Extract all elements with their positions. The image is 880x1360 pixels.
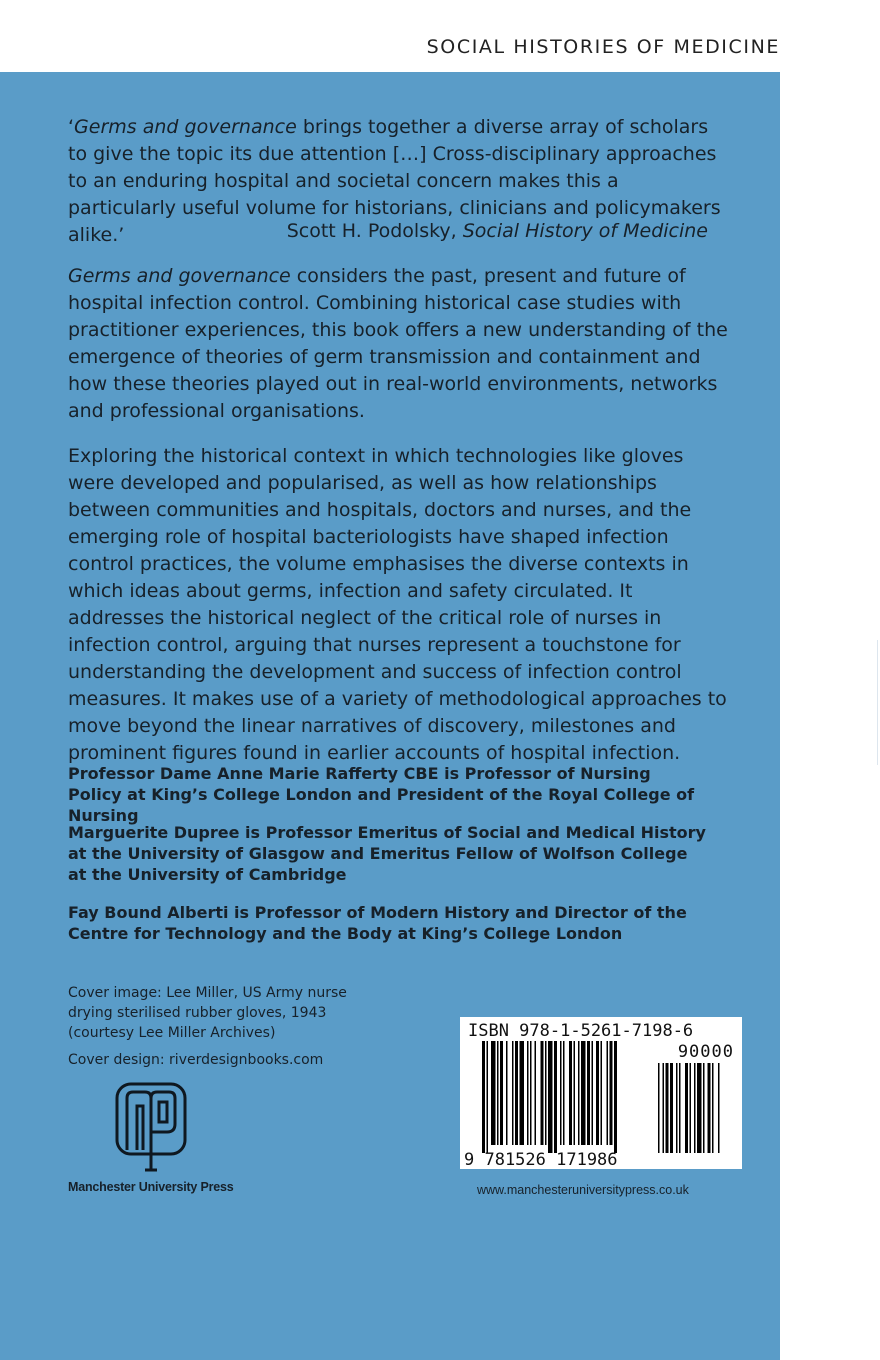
isbn-label: ISBN 978-1-5261-7198-6	[468, 1021, 694, 1041]
barcode-bar	[541, 1041, 544, 1145]
barcode-bar	[569, 1041, 572, 1145]
cover-image-credit-line-1: Cover image: Lee Miller, US Army nurse	[68, 985, 347, 1001]
barcode-bar	[500, 1041, 503, 1145]
cover-design-credit: Cover design: riverdesignbooks.com	[68, 1052, 324, 1068]
barcode-bar	[581, 1041, 586, 1145]
cover-credits	[68, 983, 368, 1070]
description-para2-text: Exploring the historical context in which technologies like gloves were developed and popularised, as well as how relationships between communities and hospitals, doctors and nurses, and the emerging role of hospital bacteriologists have shaped infection control practices, the volume emphasises the diverse contexts in which ideas about germs, infection and safety circulated. It addresses the historical neglect of the critical role of nurses in infection control, arguing that nurses represent a touchstone for understanding the development and success of infection control measures. It makes use of a variety of methodological approaches to move beyond the linear narratives of discovery, milestones and prominent figures found in earlier accounts of hospital infection.	[68, 445, 727, 764]
barcode-addon-bar	[712, 1063, 714, 1153]
barcode-addon-bar	[670, 1063, 673, 1153]
barcode-bar	[574, 1041, 576, 1145]
header-strip	[0, 0, 880, 72]
barcode-bar	[491, 1041, 496, 1145]
description-book-title: Germs and governance	[68, 265, 291, 287]
barcode-bars	[460, 1017, 742, 1169]
barcode-addon-bar	[690, 1063, 692, 1153]
publisher-name: Manchester University Press	[68, 1180, 234, 1194]
barcode-bar	[497, 1041, 499, 1145]
barcode-bar	[512, 1041, 514, 1145]
description-paragraph-1	[68, 263, 728, 425]
barcode-bar	[563, 1041, 565, 1145]
spine-edge-line	[877, 640, 878, 765]
barcode-bar	[545, 1041, 547, 1145]
barcode-addon-bar	[685, 1063, 688, 1153]
publisher-url: www.manchesteruniversitypress.co.uk	[477, 1183, 689, 1197]
author-bio-dupree: Marguerite Dupree is Professor Emeritus of Social and Medical History at the University of Glasgow and Emeritus Fellow of Wolfson College at the University of Cambridge	[68, 823, 706, 884]
barcode-addon-bar	[718, 1063, 720, 1153]
description-para1-text: considers the past, present and future of hospital infection control. Combining historical case studies with practitioner experiences, this book offers a new understanding of the emergence of theories of germ transmission and containment and how these theories played out in real-world environments, networks and professional organisations.	[68, 265, 728, 422]
barcode-bar	[596, 1041, 599, 1145]
barcode-bar	[535, 1041, 537, 1145]
barcode-bar	[601, 1041, 603, 1145]
barcode-price-code: 90000	[677, 1042, 734, 1062]
barcode-digits: 9 781526 171986	[464, 1150, 618, 1170]
barcode-bar	[578, 1041, 580, 1145]
isbn-barcode	[460, 1017, 742, 1169]
barcode-bar	[592, 1041, 594, 1145]
barcode-addon-bar	[676, 1063, 678, 1153]
barcode-bar	[527, 1041, 529, 1145]
barcode-addon-bar	[663, 1063, 665, 1153]
description-paragraph-2	[68, 443, 728, 767]
attribution-name: Scott H. Podolsky,	[286, 220, 463, 242]
barcode-bar	[482, 1041, 485, 1153]
barcode-bar	[610, 1041, 613, 1145]
quote-open-mark: ‘	[68, 116, 75, 138]
barcode-addon-bar	[697, 1063, 702, 1153]
barcode-bar	[515, 1041, 518, 1145]
barcode-addon-bar	[679, 1063, 681, 1153]
series-title: SOCIAL HISTORIES OF MEDICINE	[426, 36, 780, 58]
barcode-addon-bar	[708, 1063, 711, 1153]
mup-logo-icon	[113, 1080, 189, 1176]
cover-image-credit-line-2: drying sterilised rubber gloves, 1943	[68, 1005, 327, 1021]
barcode-bar	[530, 1041, 532, 1145]
author-bio-rafferty: Professor Dame Anne Marie Rafferty CBE is Professor of Nursing Policy at King’s College London and President of the Royal College of Nursing	[68, 764, 695, 825]
barcode-bar	[520, 1041, 525, 1145]
barcode-bar	[487, 1041, 489, 1153]
barcode-addon-bar	[703, 1063, 705, 1153]
cover-image-credit-line-3: (courtesy Lee Miller Archives)	[68, 1025, 276, 1041]
author-bio-alberti: Fay Bound Alberti is Professor of Modern History and Director of the Centre for Technology and the Body at King’s College London	[68, 903, 687, 943]
barcode-addon-bar	[666, 1063, 669, 1153]
barcode-bar	[607, 1041, 609, 1145]
barcode-addon-bar	[658, 1063, 660, 1153]
barcode-addon-bar	[694, 1063, 696, 1153]
barcode-bar	[560, 1041, 562, 1145]
quote-text: brings together a diverse array of scholars to give the topic its due attention […] Cross-disciplinary approaches to an enduring hospital and societal concern makes this a particularly useful volume for historians, clinicians and policymakers alike.’	[68, 116, 721, 246]
barcode-bar	[554, 1041, 557, 1153]
barcode-bar	[614, 1041, 617, 1153]
barcode-bar	[548, 1041, 553, 1153]
attribution-source: Social History of Medicine	[462, 220, 708, 242]
barcode-bar	[587, 1041, 590, 1145]
barcode-bar	[506, 1041, 508, 1145]
quote-book-title: Germs and governance	[74, 116, 297, 138]
quote-attribution	[68, 218, 708, 245]
